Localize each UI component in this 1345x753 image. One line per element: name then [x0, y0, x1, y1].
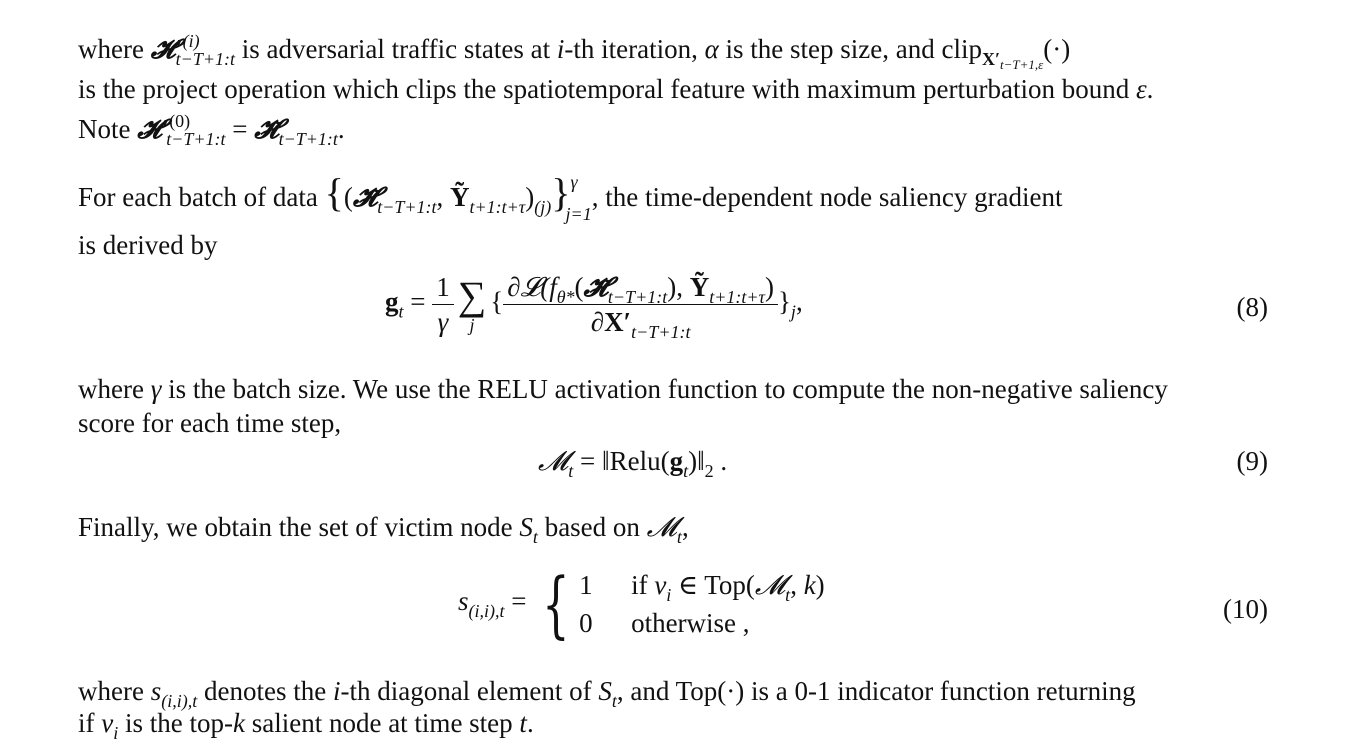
text: = [504, 586, 534, 617]
equation-number-10: (10) [1223, 594, 1268, 624]
equation-8 [385, 270, 803, 342]
case-row-2 [579, 604, 825, 642]
text: where [78, 676, 151, 706]
text: -th iteration, [564, 34, 705, 64]
para1-line2 [78, 72, 1268, 106]
denominator [503, 305, 778, 342]
para3-line2: score for each time step, [78, 408, 342, 438]
cases-brace: { [542, 562, 570, 646]
math-sub: 2 [704, 461, 714, 481]
sum-symbol: ∑ [457, 272, 487, 318]
math-symbol: 𝓗̃ [254, 114, 279, 144]
text: is adversarial traffic states at [234, 34, 557, 64]
text: salient node at time step [244, 708, 520, 738]
math-symbol: 𝓜 [754, 570, 786, 600]
para1-line1 [78, 31, 1268, 72]
math-symbol: 𝓗̃ [352, 182, 378, 212]
denominator: γ [437, 307, 449, 337]
math-sub: θ* [556, 287, 575, 307]
math-sub: t−T+1,ε [1000, 57, 1044, 72]
math-sub: t [683, 461, 689, 481]
math-sub: j [790, 301, 796, 322]
text: otherwise , [631, 608, 750, 638]
equation-number-9: (9) [1236, 446, 1268, 476]
text: ) [764, 272, 774, 302]
math-symbol: 𝓜 [646, 512, 677, 542]
text: )‖ [688, 446, 705, 476]
math-symbol: s [150, 676, 162, 706]
math-symbol: α [704, 34, 719, 64]
math-sub: t [676, 527, 682, 547]
text: . [337, 114, 345, 144]
math-symbol: i [556, 34, 565, 64]
math-sub: t−T+1:t [607, 287, 668, 307]
text: For each batch of data [78, 182, 325, 212]
summation [457, 272, 487, 335]
text: denotes the [197, 676, 333, 706]
math-sub: t [532, 527, 538, 547]
text: ( [343, 182, 353, 212]
fraction [503, 270, 778, 342]
math-symbol: v [101, 708, 114, 738]
math-symbol: s [458, 586, 469, 617]
math-symbol: 𝓜 [538, 446, 569, 476]
math-sub: t−T+1:t [175, 49, 235, 69]
text: (·) [1043, 34, 1071, 64]
math-sup: (i) [182, 31, 200, 51]
math-symbol: γ [150, 374, 162, 404]
text: = [403, 286, 433, 317]
text: if [631, 570, 655, 600]
math-symbol: k [803, 570, 816, 600]
math-symbol: v [654, 570, 667, 600]
text: = ‖Relu( [573, 446, 670, 476]
text: ∂𝓛(f [507, 272, 557, 302]
equation-number-8: (8) [1236, 292, 1268, 322]
para4 [78, 510, 1268, 547]
para1-line3 [78, 111, 1268, 149]
math-symbol: 𝓗̃ [583, 272, 608, 302]
math-sub: t−T+1:t [278, 129, 338, 149]
math-symbol: Ỹ [450, 182, 470, 212]
math-symbol: S [519, 512, 533, 542]
para2-line2: is derived by [78, 230, 218, 260]
text: ), [667, 272, 690, 302]
numerator: 1 [432, 270, 454, 305]
math-sub: t−T+1:t [631, 322, 691, 342]
text: , [436, 182, 451, 212]
text: is the batch size. We use the RELU activation function to compute the non-negative saliency [161, 374, 1168, 404]
para2-line1 [78, 170, 1268, 224]
case-rows [579, 566, 825, 642]
case-row-1 [579, 566, 825, 604]
math-sub: i [666, 585, 672, 605]
math-sub: t [568, 461, 574, 481]
text: where [78, 34, 151, 64]
para5-line2 [78, 706, 1268, 743]
cases [533, 562, 825, 646]
math-sub: t [398, 301, 404, 322]
text: ( [574, 272, 584, 302]
math-sub: j=1 [565, 204, 592, 224]
math-sub: (i,i),t [161, 691, 198, 711]
math-sub: t+1:t+τ [469, 197, 526, 217]
math-symbol: g [669, 446, 684, 476]
sum-limit: j [469, 314, 475, 335]
math-brace: { [324, 170, 344, 215]
numerator [503, 270, 778, 305]
math-symbol: ε [1135, 74, 1147, 104]
text: is the project operation which clips the spatiotemporal feature with maximum perturbation bound [78, 74, 1136, 104]
text: based on [537, 512, 647, 542]
text: { [490, 286, 504, 317]
equation-10 [458, 562, 825, 646]
text: ) [815, 570, 825, 600]
math-brace: } [551, 170, 571, 215]
text: where [78, 374, 151, 404]
text: ) [525, 182, 535, 212]
math-sub: t−T+1:t [166, 129, 226, 149]
text: ∈ Top( [671, 570, 755, 600]
math-symbol: S [598, 676, 612, 706]
text: , [681, 512, 689, 542]
math-symbol: t [519, 708, 527, 738]
para5-line1 [78, 674, 1268, 711]
math-symbol: i [332, 676, 341, 706]
para3-line1 [78, 372, 1268, 406]
text: , and Top(·) is a 0-1 indicator function returning [616, 676, 1136, 706]
text: -th diagonal element of [340, 676, 599, 706]
equation-9 [538, 444, 728, 481]
text: , [795, 286, 803, 317]
case-value: 0 [579, 608, 593, 638]
math-sub: t [611, 691, 617, 711]
text: , the time-dependent node saliency gradient [591, 182, 1063, 212]
text: Finally, we obtain the set of victim node [78, 512, 520, 542]
math-symbol: k [233, 708, 245, 738]
text: . [526, 708, 534, 738]
math-sub: (j) [534, 197, 552, 217]
math-symbol: g [385, 286, 399, 317]
case-value: 1 [579, 570, 593, 600]
text: } [777, 286, 791, 317]
text: ∂ [590, 307, 605, 337]
text: if [78, 708, 102, 738]
math-sup: γ [570, 172, 578, 192]
paper-page [78, 0, 1268, 753]
math-sub: t+1:t+τ [709, 287, 765, 307]
math-symbol: 𝓗′ [137, 114, 170, 144]
text: = [225, 114, 255, 144]
fraction [432, 270, 454, 339]
math-symbol: 𝓗′ [150, 34, 183, 64]
math-symbol: Ỹ [689, 272, 710, 302]
text: , [790, 570, 804, 600]
math-sub: t [785, 585, 791, 605]
text: is the top- [118, 708, 233, 738]
math-symbol: X′ [604, 307, 632, 337]
text: . [1146, 74, 1154, 104]
math-sub: (i,i),t [468, 601, 505, 622]
text: Note [78, 114, 138, 144]
math-sub: X′ [981, 49, 1001, 69]
math-sub: i [113, 723, 119, 743]
text: . [713, 446, 728, 476]
text: is the step size, and clip [718, 34, 982, 64]
math-sup: (0) [169, 111, 191, 131]
math-sub: t−T+1:t [377, 197, 437, 217]
